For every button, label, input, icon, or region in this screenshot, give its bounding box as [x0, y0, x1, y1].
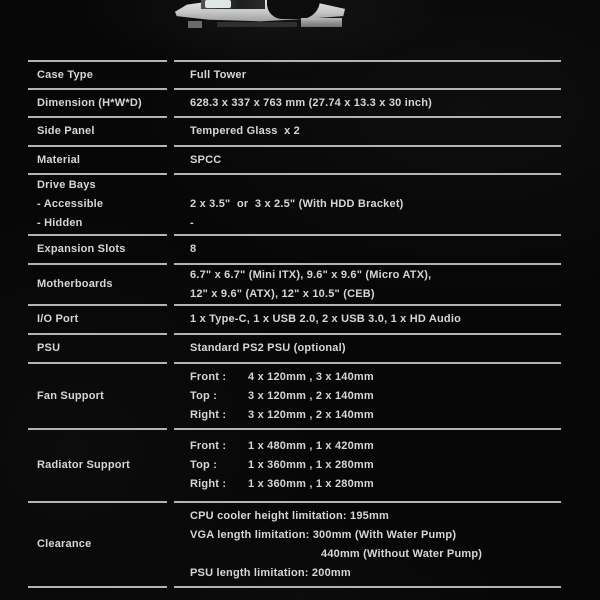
spec-label: Expansion Slots	[37, 243, 126, 255]
position-value: 4 x 120mm , 3 x 140mm	[248, 370, 374, 383]
spec-value-cell	[174, 304, 561, 333]
position-label: Front :	[190, 370, 227, 383]
position-label: Right :	[190, 478, 227, 490]
position-value: 1 x 360mm , 1 x 280mm	[248, 478, 374, 490]
bottom-border-left	[28, 586, 167, 588]
case-highlight	[205, 0, 231, 8]
spec-label: Drive Bays	[37, 179, 96, 191]
spec-value	[190, 456, 561, 475]
spec-value: Standard PS2 PSU (optional)	[190, 342, 346, 354]
spec-label: - Hidden	[37, 217, 83, 229]
position-label: Front :	[190, 440, 227, 452]
spec-value: -	[190, 217, 194, 229]
spec-label-cell	[28, 234, 167, 263]
spec-value-cell	[174, 234, 561, 263]
product-photo	[175, 0, 350, 36]
spec-label: Motherboards	[37, 278, 113, 290]
spec-label: Radiator Support	[37, 459, 131, 471]
spec-label: Fan Support	[37, 389, 104, 402]
spec-label-cell	[28, 88, 167, 116]
position-value: 3 x 120mm , 2 x 140mm	[248, 389, 374, 402]
table-row	[28, 60, 561, 88]
spec-value: 1 x Type-C, 1 x USB 2.0, 2 x USB 3.0, 1 x HD Audio	[190, 313, 462, 325]
spec-value	[190, 437, 561, 456]
table-row	[28, 304, 561, 333]
spec-label-cell	[28, 304, 167, 333]
case-foot	[301, 18, 342, 27]
spec-value-cell	[174, 145, 561, 173]
spec-label: Side Panel	[37, 125, 95, 137]
table-bottom-border	[28, 586, 561, 588]
spec-value-cell	[174, 116, 561, 145]
spec-value-cell	[174, 428, 561, 501]
spec-label-cell	[28, 333, 167, 362]
spec-label-cell	[28, 60, 167, 88]
table-row	[28, 145, 561, 173]
spec-value-cell	[174, 173, 561, 234]
spec-label-cell	[28, 145, 167, 173]
spec-label-cell	[28, 263, 167, 304]
spec-value: 2 x 3.5" or 3 x 2.5" (With HDD Bracket)	[190, 198, 404, 210]
spec-label: I/O Port	[37, 313, 79, 325]
position-value: 1 x 360mm , 1 x 280mm	[248, 459, 374, 471]
spec-table	[28, 60, 561, 588]
case-foot	[188, 21, 202, 28]
spec-value: 12" x 9.6" (ATX), 12" x 10.5" (CEB)	[190, 287, 375, 300]
spec-label: Case Type	[37, 68, 94, 81]
table-row	[28, 263, 561, 304]
spec-value-cell	[174, 60, 561, 88]
spec-label-cell	[28, 428, 167, 501]
spec-value: Tempered Glass x 2	[190, 125, 300, 137]
spec-value	[190, 406, 561, 425]
spec-value: PSU length limitation: 200mm	[190, 566, 351, 579]
table-row	[28, 333, 561, 362]
table-row	[28, 428, 561, 501]
spec-value: VGA length limitation: 300mm (With Water Pump)	[190, 528, 457, 541]
position-value: 1 x 480mm , 1 x 420mm	[248, 440, 374, 452]
position-label: Top :	[190, 459, 218, 471]
spec-value-cell	[174, 333, 561, 362]
spec-label: Clearance	[37, 538, 92, 550]
spec-value	[190, 475, 561, 494]
table-row	[28, 88, 561, 116]
spec-value: 628.3 x 337 x 763 mm (27.74 x 13.3 x 30 inch)	[190, 96, 432, 109]
spec-label: PSU	[37, 342, 61, 354]
case-foot	[217, 22, 297, 27]
spec-value: Full Tower	[190, 68, 247, 81]
spec-label: - Accessible	[37, 198, 104, 210]
spec-label-cell	[28, 173, 167, 234]
bottom-border-right	[174, 586, 561, 588]
spec-value-cell	[174, 501, 561, 586]
table-row	[28, 116, 561, 145]
position-label: Right :	[190, 408, 227, 421]
table-row	[28, 173, 561, 234]
spec-value	[190, 368, 561, 387]
spec-label-cell	[28, 362, 167, 428]
spec-value: 6.7" x 6.7" (Mini ITX), 9.6" x 9.6" (Micro ATX),	[190, 268, 432, 281]
spec-value	[190, 387, 561, 406]
spec-value-cell	[174, 362, 561, 428]
spec-label-cell	[28, 116, 167, 145]
spec-value: CPU cooler height limitation: 195mm	[190, 509, 389, 522]
spec-value: SPCC	[190, 153, 222, 166]
spec-value-cell	[174, 88, 561, 116]
spec-label: Material	[37, 153, 81, 166]
table-row	[28, 234, 561, 263]
table-row	[28, 362, 561, 428]
spec-value: 8	[190, 243, 197, 255]
table-row	[28, 501, 561, 586]
position-value: 3 x 120mm , 2 x 140mm	[248, 408, 374, 421]
spec-value-spacer	[190, 176, 561, 195]
spec-label: Dimension (H*W*D)	[37, 96, 142, 109]
position-label: Top :	[190, 389, 218, 402]
spec-value-cell	[174, 263, 561, 304]
spec-label-cell	[28, 501, 167, 586]
spec-value: 440mm (Without Water Pump)	[321, 547, 483, 560]
